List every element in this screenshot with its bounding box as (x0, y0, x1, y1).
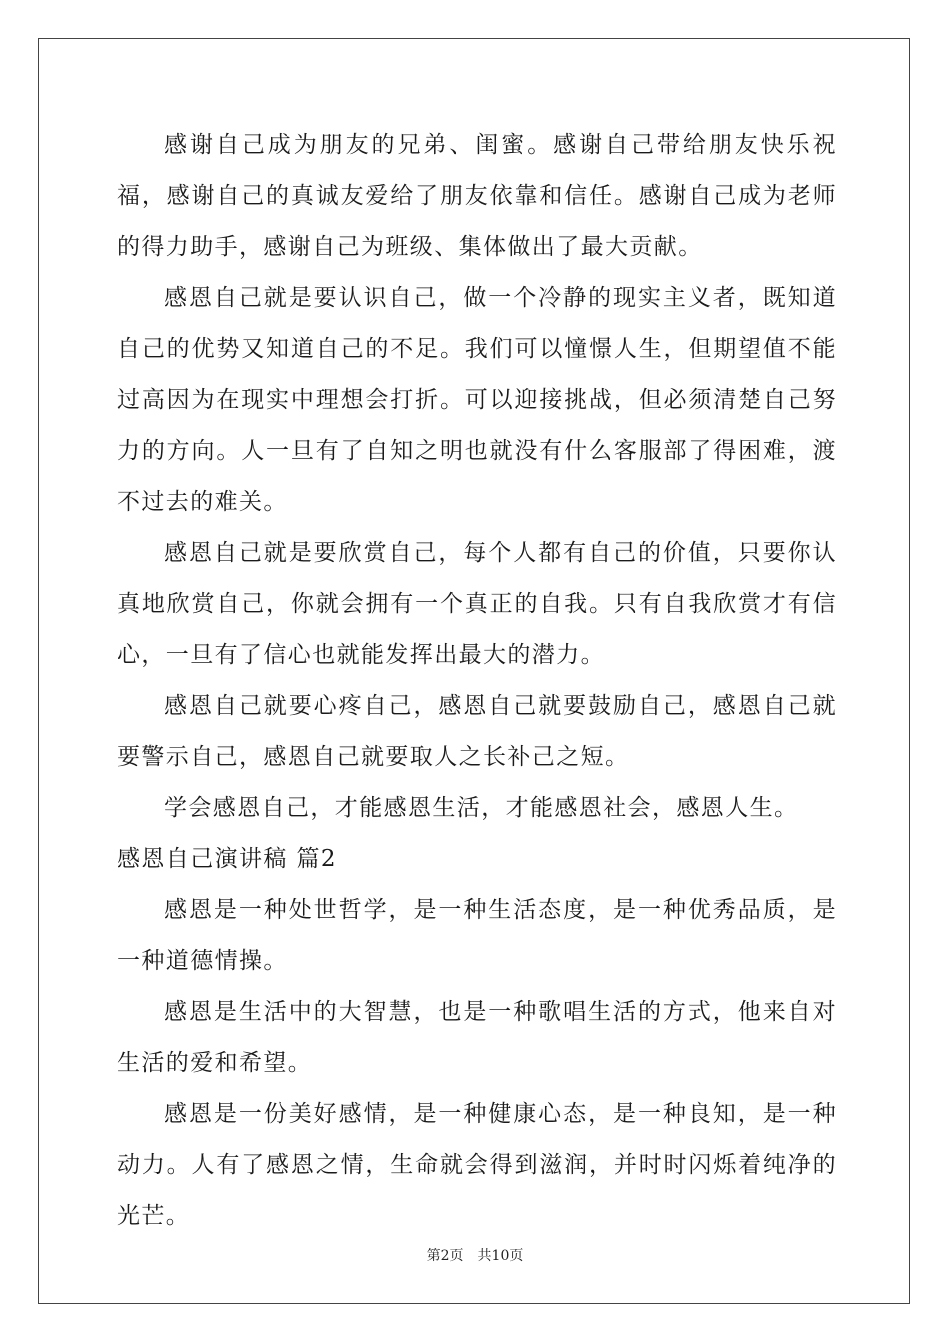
paragraph: 感恩自己就是要认识自己，做一个冷静的现实主义者，既知道自己的优势又知道自己的不足。我们可以憧憬人生，但期望值不能过高因为在现实中理想会打折。可以迎接挑战，但必须清楚自己努力的方向。人一旦有了自知之明也就没有什么客服部了得困难，渡不过去的难关。 (117, 285, 837, 515)
paragraph: 学会感恩自己，才能感恩生活，才能感恩社会，感恩人生。 (164, 795, 799, 821)
paragraph: 感恩是一种处世哲学，是一种生活态度，是一种优秀品质，是一种道德情操。 (117, 897, 837, 974)
page-total: 共10页 (477, 1248, 524, 1264)
section-heading: 感恩自己演讲稿 篇2 (117, 846, 337, 872)
document-body (117, 120, 837, 1242)
paragraph: 感恩是生活中的大智慧，也是一种歌唱生活的方式，他来自对生活的爱和希望。 (117, 999, 837, 1076)
page-number: 第2页 (426, 1248, 464, 1264)
paragraph: 感恩是一份美好感情，是一种健康心态，是一种良知，是一种动力。人有了感恩之情，生命就会得到滋润，并时时闪烁着纯净的光芒。 (117, 1101, 837, 1229)
paragraph: 感恩自己就要心疼自己，感恩自己就要鼓励自己，感恩自己就要警示自己，感恩自己就要取人之长补己之短。 (117, 693, 837, 770)
paragraph: 感谢自己成为朋友的兄弟、闺蜜。感谢自己带给朋友快乐祝福，感谢自己的真诚友爱给了朋友依靠和信任。感谢自己成为老师的得力助手，感谢自己为班级、集体做出了最大贡献。 (117, 132, 837, 260)
page-footer (0, 1245, 950, 1265)
paragraph: 感恩自己就是要欣赏自己，每个人都有自己的价值，只要你认真地欣赏自己，你就会拥有一个真正的自我。只有自我欣赏才有信心，一旦有了信心也就能发挥出最大的潜力。 (117, 540, 837, 668)
